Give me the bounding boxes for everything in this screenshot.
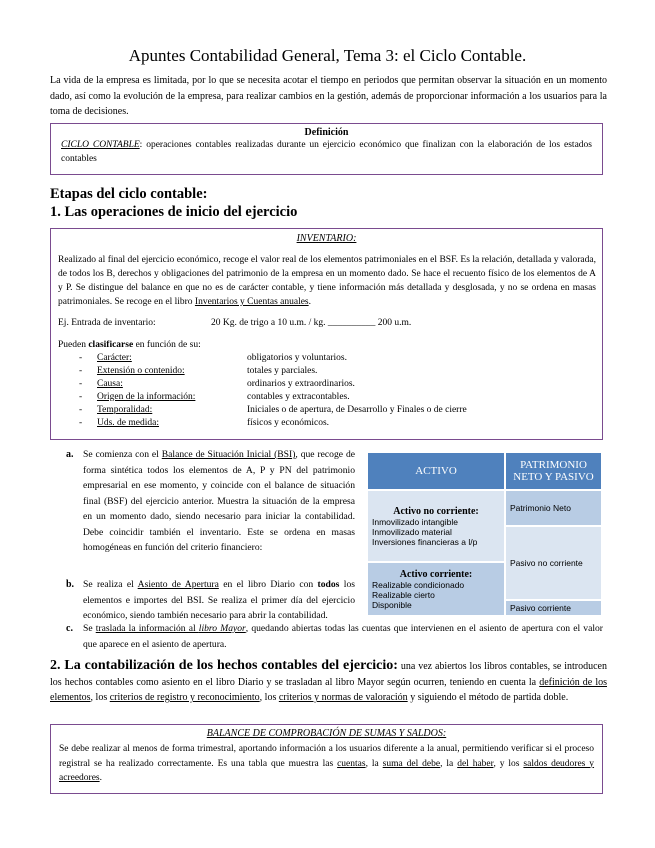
list-item: Inmovilizado intangible (372, 516, 458, 527)
document-title: Apuntes Contabilidad General, Tema 3: el Ciclo Contable. (128, 46, 527, 65)
section-2-text-c: , los (259, 692, 279, 703)
criterion-name: Carácter: (97, 353, 132, 363)
classify-pre: Pueden (58, 340, 89, 350)
inventario-heading: INVENTARIO: (296, 233, 357, 244)
item-c-pre: Se (83, 623, 96, 634)
list-item: - (79, 392, 83, 402)
inventario-text (58, 253, 596, 309)
pasivo-corriente-cell: Pasivo corriente (505, 600, 602, 616)
section-2-text-d: y siguiendo el método de partida doble. (407, 692, 569, 703)
item-b-mid: en el libro Diario con (218, 579, 318, 590)
criterion-value: totales y parciales. (247, 366, 318, 376)
list-item: Disponible (372, 599, 412, 610)
inventario-box (50, 228, 603, 440)
definition-heading: Definición (304, 127, 349, 138)
balance-text-d: , y los (493, 758, 524, 769)
criterion-value: físicos y económicos. (247, 418, 330, 428)
definition-text (61, 138, 592, 166)
balance-table (366, 451, 603, 617)
item-a-marker: a. (66, 449, 74, 460)
list-item: Realizable cierto (372, 589, 435, 600)
definition-box (50, 123, 603, 175)
balance-link-1: cuentas (337, 758, 366, 769)
balance-link-4: saldos deudores y acreedores (59, 758, 595, 783)
intro-paragraph: La vida de la empresa es limitada, por lo que se necesita acotar el tiempo en periodos que permitan observar la situación en un momento dado, así como la evolución de la empresa, para realizar cambios en la gestión, además de proporcionar información a los usuarios para la toma de decisiones. (50, 75, 607, 117)
criterion-name: Extensión o contenido: (97, 366, 185, 376)
item-a-text (83, 447, 355, 556)
item-b-text-1 (83, 577, 355, 624)
activo-header: ACTIVO (367, 452, 505, 490)
criterion-value: obligatorios y voluntarios. (247, 353, 348, 363)
balance-link-2: suma del debe (382, 758, 441, 769)
ac-heading: Activo corriente: (399, 568, 473, 580)
criterion-value: ordinarios y extraordinarios. (247, 379, 355, 389)
definition-body: : operaciones contables realizadas durante un ejercicio económico que finalizan con la elaboración de los estados contables (61, 140, 592, 164)
activo-no-corriente-cell (367, 490, 505, 562)
item-a-pre: Se comienza con el (83, 449, 162, 460)
section-1-heading: 1. Las operaciones de inicio del ejercicio (50, 204, 298, 220)
item-b-link: Asiento de Apertura (137, 579, 219, 590)
etapas-heading: Etapas del ciclo contable: (50, 186, 208, 202)
list-item: Realizable condicionado (372, 579, 465, 590)
criterion-value: Iniciales o de apertura, de Desarrollo y Finales o de cierre (247, 405, 467, 415)
list-item: - (79, 405, 83, 415)
item-c-text (83, 621, 603, 652)
list-item: - (79, 353, 83, 363)
item-c-link: traslada la información al (95, 623, 199, 634)
list-item: Inversiones financieras a l/p (372, 536, 478, 547)
section-2-link-2: criterios de registro y reconocimiento (109, 692, 260, 703)
item-a-post: , que recoge de forma sintética todos los elementos de A, P y PN del patrimonio empresarial en ese momento, y coincide con el balance de situación final (BSF) del ejercicio anterior. Muestra la situación de la empresa en un momento dado, siendo necesario para iniciar la contabilidad. Debe coincidir también el inventario. Este se ordena en masas homogéneas en función del criterio financiero: (83, 449, 355, 553)
balance-text-e: . (99, 773, 102, 783)
pn-pasivo-header: PATRIMONIO NETO Y PASIVO (505, 452, 602, 490)
item-b-post: los elementos e importes del BSI. Se realiza el primer día del ejercicio económico, siendo también necesario para abrir la contabilidad. (83, 579, 355, 621)
inventario-book: Inventarios y Cuentas anuales (194, 297, 309, 307)
list-item: Inmovilizado material (372, 526, 452, 537)
criterion-name: Temporalidad: (97, 405, 153, 415)
balance-comprobacion-text (59, 742, 594, 786)
criterion-value: contables y extracontables. (247, 392, 350, 402)
classify-bold: clasificarse (88, 340, 134, 350)
balance-text-a: Se debe realizar al menos de forma trimestral, aportando información a los usuarios diferente a la anual, permitiendo verificar si el proceso registral se ha realizado correctamente. Es una tabla que muestra las (59, 744, 594, 769)
activo-corriente-cell (367, 562, 505, 616)
anc-heading: Activo no corriente: (393, 505, 479, 517)
pasivo-no-corriente-cell: Pasivo no corriente (505, 526, 602, 600)
balance-comprobacion-heading: BALANCE DE COMPROBACIÓN DE SUMAS Y SALDOS: (206, 728, 447, 739)
inventario-text-body: Realizado al final del ejercicio económico, recoge el valor real de los elementos patrimoniales en el BSF. Es la relación, detallada y valorada, de todos los B, derechos y obligaciones del patrimonio de la empresa en un momento dado. Se hace el recuento físico de los elementos de A y P. Se distingue del balance en que no es de carácter contable, y tiene información más detallada y desglosada, y no se ordena en masas patrimoniales. Se recoge en el libro (58, 255, 596, 307)
item-c-marker: c. (66, 623, 73, 634)
item-c-link-italic: libro Mayor (198, 623, 246, 634)
balance-comprobacion-box (50, 724, 603, 794)
classify-line (58, 340, 201, 350)
example-label: Ej. Entrada de inventario: (58, 318, 156, 328)
list-item: - (79, 418, 83, 428)
patrimonio-neto-cell: Patrimonio Neto (505, 490, 602, 526)
item-b-pre: Se realiza el (83, 579, 138, 590)
item-a-link: Balance de Situación Inicial (BSI) (161, 449, 296, 460)
criterion-name: Origen de la información: (97, 392, 196, 402)
balance-text-b: , la (365, 758, 383, 769)
balance-link-3: del haber (457, 758, 494, 769)
section-2-link-1: definición de los elementos (50, 676, 607, 703)
section-2-text-b: , los (90, 692, 110, 703)
definition-term: CICLO CONTABLE (61, 140, 140, 150)
item-c-post: , quedando abiertas todas las cuentas que intervienen en el asiento de apertura con el valor que aparece en el asiento de apertura. (83, 623, 603, 650)
criterion-name: Uds. de medida: (97, 418, 160, 428)
section-2-paragraph (50, 658, 607, 706)
section-2-heading: 2. La contabilización de los hechos contables del ejercicio: (50, 658, 398, 673)
list-item: - (79, 379, 83, 389)
inventario-text-end: . (308, 297, 311, 307)
item-b-bold: todos (317, 579, 340, 590)
section-2-link-3: criterios y normas de valoración (278, 692, 408, 703)
section-2-text-a: una vez abiertos los libros contables, se introducen los hechos contables como asiento en el libro Diario y se trasladan al libro Mayor según ocurren, teniendo en cuenta la (50, 661, 607, 688)
item-b-marker: b. (66, 579, 75, 590)
example-value: 20 Kg. de trigo a 10 u.m. / kg. __________ 200 u.m. (211, 318, 412, 328)
list-item: - (79, 366, 83, 376)
criterion-name: Causa: (97, 379, 123, 389)
classify-post: en función de su: (133, 340, 201, 350)
balance-text-c: , la (440, 758, 458, 769)
